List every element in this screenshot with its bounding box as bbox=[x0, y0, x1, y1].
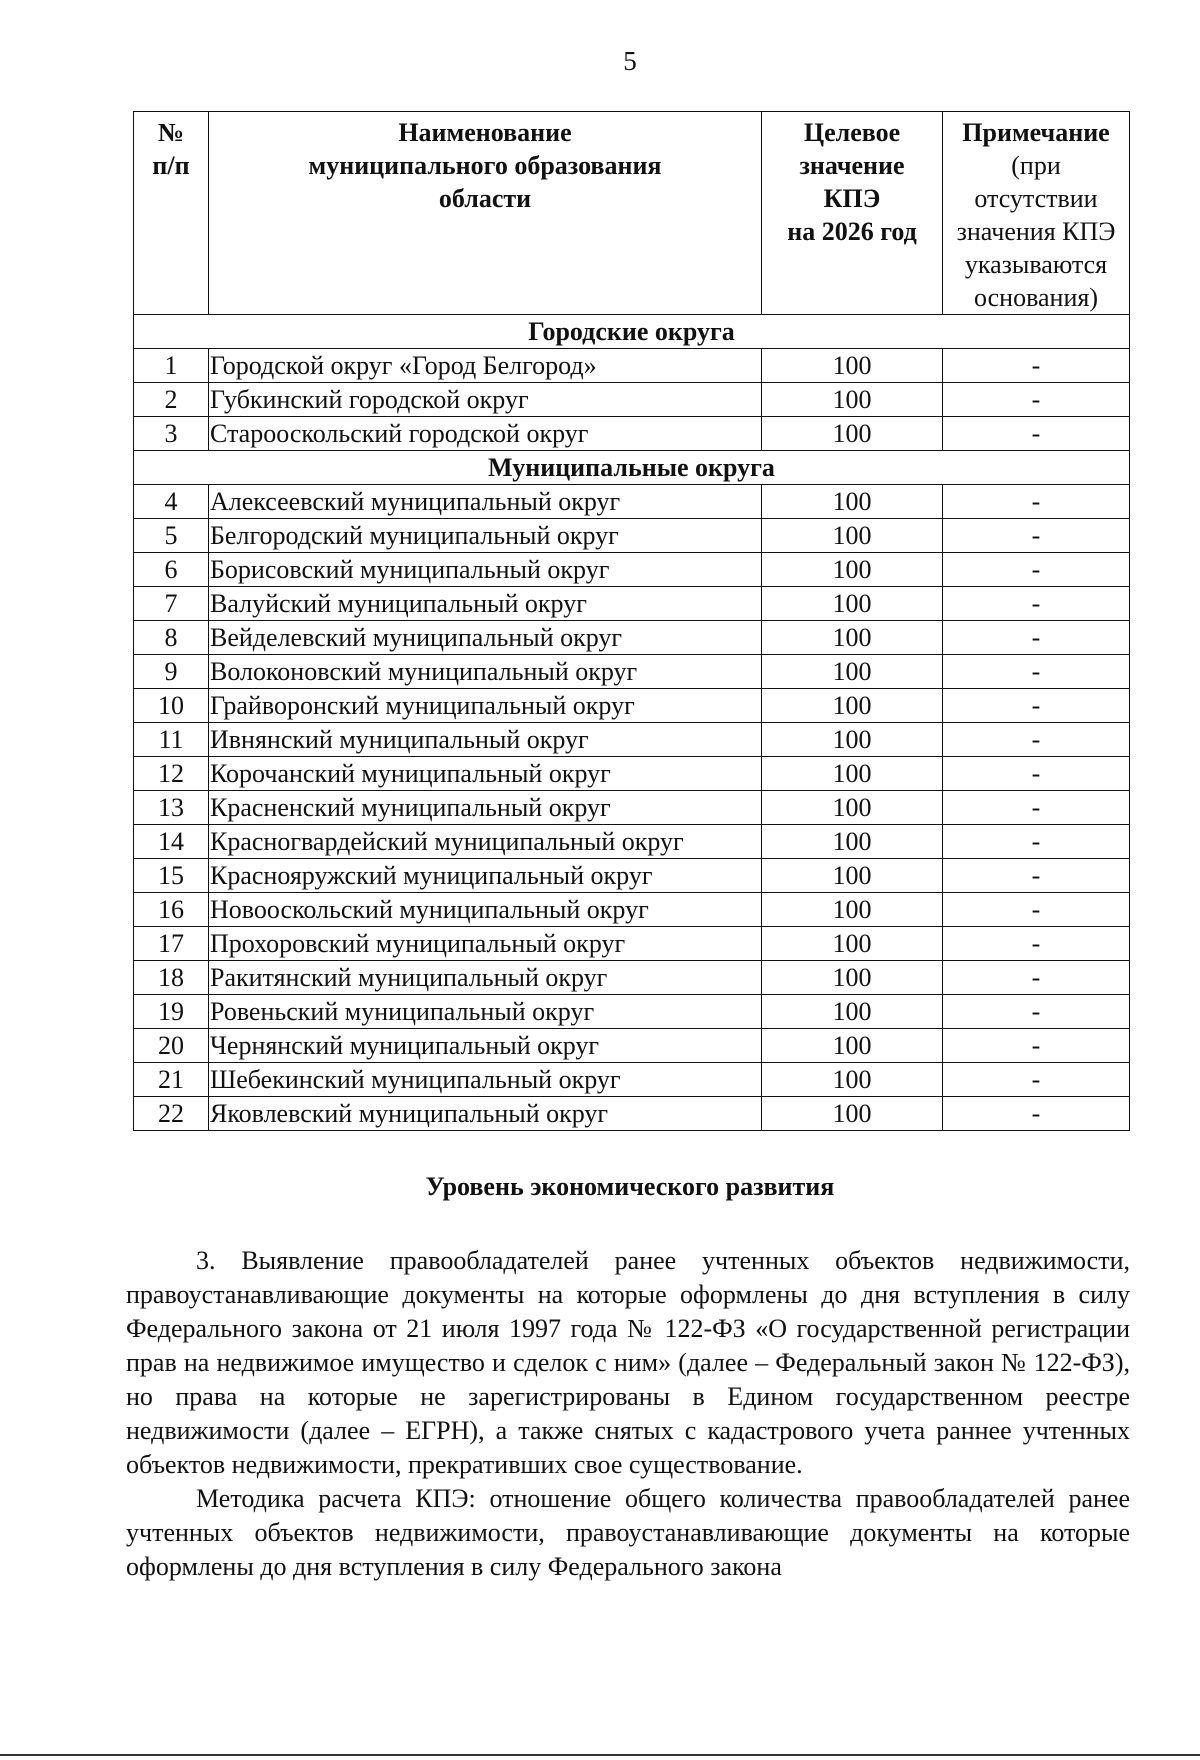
header-num-line: № bbox=[157, 118, 185, 147]
row-note: - bbox=[943, 553, 1130, 587]
body-text bbox=[126, 1244, 1130, 1584]
paragraph: Методика расчета КПЭ: отношение общего количества правообладателей ранее учтенных объектов недвижимости, правоустанавливающие документы на которые оформлены до дня вступления в силу Федерального закона bbox=[126, 1484, 1130, 1581]
table-row bbox=[134, 485, 1130, 519]
table-row bbox=[134, 1029, 1130, 1063]
header-target-line: на 2026 год bbox=[787, 217, 917, 246]
row-num: 6 bbox=[134, 553, 209, 587]
row-name: Краснояружский муниципальный округ bbox=[209, 859, 762, 893]
row-value: 100 bbox=[762, 757, 943, 791]
table-header-row bbox=[134, 112, 1130, 315]
row-value: 100 bbox=[762, 621, 943, 655]
paragraph: 3. Выявление правообладателей ранее учтенных объектов недвижимости, правоустанавливающие документы на которые оформлены до дня вступления в силу Федерального закона от 21 июля 1997 года № 122-ФЗ «О государственной регистрации прав на недвижимое имущество и сделок с ним» (далее – Федеральный закон № 122-ФЗ), но права на которые не зарегистрированы в Едином государственном реестре недвижимости (далее – ЕГРН), а также снятых с кадастрового учета раннее учтенных объектов недвижимости, прекративших свое существование. bbox=[126, 1246, 1130, 1479]
header-num-line: п/п bbox=[152, 151, 190, 180]
row-value: 100 bbox=[762, 859, 943, 893]
row-num: 1 bbox=[134, 349, 209, 383]
header-target-line: значение bbox=[799, 151, 905, 180]
header-num bbox=[134, 112, 209, 315]
table-row bbox=[134, 349, 1130, 383]
row-value: 100 bbox=[762, 655, 943, 689]
row-num: 11 bbox=[134, 723, 209, 757]
row-name: Борисовский муниципальный округ bbox=[209, 553, 762, 587]
row-num: 20 bbox=[134, 1029, 209, 1063]
page-number: 5 bbox=[623, 46, 637, 76]
table-row bbox=[134, 1063, 1130, 1097]
row-name: Красненский муниципальный округ bbox=[209, 791, 762, 825]
table-row bbox=[134, 689, 1130, 723]
row-num: 19 bbox=[134, 995, 209, 1029]
row-note: - bbox=[943, 587, 1130, 621]
group-title: Городские округа bbox=[134, 315, 1130, 349]
row-note: - bbox=[943, 519, 1130, 553]
row-name: Чернянский муниципальный округ bbox=[209, 1029, 762, 1063]
header-name-line: Наименование bbox=[398, 118, 572, 147]
row-note: - bbox=[943, 1029, 1130, 1063]
table-row bbox=[134, 893, 1130, 927]
table-row bbox=[134, 655, 1130, 689]
row-value: 100 bbox=[762, 961, 943, 995]
group-row bbox=[134, 451, 1130, 485]
kpe-table bbox=[133, 111, 1130, 1131]
row-num: 2 bbox=[134, 383, 209, 417]
row-num: 7 bbox=[134, 587, 209, 621]
row-note: - bbox=[943, 655, 1130, 689]
header-note bbox=[943, 112, 1130, 315]
row-note: - bbox=[943, 417, 1130, 451]
row-note: - bbox=[943, 723, 1130, 757]
row-note: - bbox=[943, 961, 1130, 995]
header-note-line: указываются bbox=[964, 250, 1108, 279]
header-target-line: Целевое bbox=[803, 118, 901, 147]
row-name: Новооскольский муниципальный округ bbox=[209, 893, 762, 927]
group-row bbox=[134, 315, 1130, 349]
row-name: Белгородский муниципальный округ bbox=[209, 519, 762, 553]
row-num: 3 bbox=[134, 417, 209, 451]
row-name: Губкинский городской округ bbox=[209, 383, 762, 417]
row-note: - bbox=[943, 995, 1130, 1029]
row-value: 100 bbox=[762, 1029, 943, 1063]
row-value: 100 bbox=[762, 587, 943, 621]
table-body bbox=[134, 315, 1130, 1131]
row-name: Грайворонский муниципальный округ bbox=[209, 689, 762, 723]
row-value: 100 bbox=[762, 383, 943, 417]
table-row bbox=[134, 587, 1130, 621]
header-note-title: Примечание bbox=[962, 118, 1110, 147]
group-title: Муниципальные округа bbox=[134, 451, 1130, 485]
bottom-rule bbox=[0, 1754, 1200, 1756]
row-num: 10 bbox=[134, 689, 209, 723]
row-note: - bbox=[943, 1063, 1130, 1097]
table-row bbox=[134, 1097, 1130, 1131]
table-row bbox=[134, 621, 1130, 655]
row-num: 12 bbox=[134, 757, 209, 791]
row-num: 21 bbox=[134, 1063, 209, 1097]
row-note: - bbox=[943, 859, 1130, 893]
table-row bbox=[134, 383, 1130, 417]
row-value: 100 bbox=[762, 791, 943, 825]
row-num: 22 bbox=[134, 1097, 209, 1131]
row-value: 100 bbox=[762, 1063, 943, 1097]
row-note: - bbox=[943, 485, 1130, 519]
row-value: 100 bbox=[762, 519, 943, 553]
row-value: 100 bbox=[762, 553, 943, 587]
row-value: 100 bbox=[762, 995, 943, 1029]
table-row bbox=[134, 859, 1130, 893]
row-value: 100 bbox=[762, 1097, 943, 1131]
row-value: 100 bbox=[762, 689, 943, 723]
row-note: - bbox=[943, 1097, 1130, 1131]
table-row bbox=[134, 553, 1130, 587]
row-num: 5 bbox=[134, 519, 209, 553]
table-row bbox=[134, 791, 1130, 825]
table-row bbox=[134, 757, 1130, 791]
row-note: - bbox=[943, 791, 1130, 825]
row-name: Алексеевский муниципальный округ bbox=[209, 485, 762, 519]
header-name bbox=[209, 112, 762, 315]
row-num: 8 bbox=[134, 621, 209, 655]
row-name: Вейделевский муниципальный округ bbox=[209, 621, 762, 655]
row-name: Ровеньский муниципальный округ bbox=[209, 995, 762, 1029]
row-num: 17 bbox=[134, 927, 209, 961]
header-name-line: области bbox=[438, 184, 532, 213]
row-value: 100 bbox=[762, 825, 943, 859]
row-name: Волоконовский муниципальный округ bbox=[209, 655, 762, 689]
row-name: Корочанский муниципальный округ bbox=[209, 757, 762, 791]
table-row bbox=[134, 723, 1130, 757]
row-value: 100 bbox=[762, 349, 943, 383]
row-name: Старооскольский городской округ bbox=[209, 417, 762, 451]
row-value: 100 bbox=[762, 927, 943, 961]
row-num: 13 bbox=[134, 791, 209, 825]
row-name: Красногвардейский муниципальный округ bbox=[209, 825, 762, 859]
row-value: 100 bbox=[762, 723, 943, 757]
table-row bbox=[134, 417, 1130, 451]
row-name: Ракитянский муниципальный округ bbox=[209, 961, 762, 995]
row-num: 4 bbox=[134, 485, 209, 519]
row-note: - bbox=[943, 757, 1130, 791]
table-row bbox=[134, 825, 1130, 859]
row-note: - bbox=[943, 621, 1130, 655]
row-value: 100 bbox=[762, 893, 943, 927]
row-name: Шебекинский муниципальный округ bbox=[209, 1063, 762, 1097]
row-name: Валуйский муниципальный округ bbox=[209, 587, 762, 621]
row-name: Яковлевский муниципальный округ bbox=[209, 1097, 762, 1131]
row-note: - bbox=[943, 927, 1130, 961]
header-target-line: КПЭ bbox=[823, 184, 881, 213]
table-row bbox=[134, 519, 1130, 553]
row-note: - bbox=[943, 383, 1130, 417]
row-name: Городской округ «Город Белгород» bbox=[209, 349, 762, 383]
header-note-line: отсутствии bbox=[974, 184, 1098, 213]
row-num: 15 bbox=[134, 859, 209, 893]
header-note-line: значения КПЭ bbox=[956, 217, 1116, 246]
header-note-line: (при bbox=[1011, 151, 1061, 180]
row-note: - bbox=[943, 689, 1130, 723]
table-row bbox=[134, 961, 1130, 995]
header-note-line: основания) bbox=[973, 283, 1099, 312]
row-note: - bbox=[943, 893, 1130, 927]
row-num: 14 bbox=[134, 825, 209, 859]
header-name-line: муниципального образования bbox=[308, 151, 662, 180]
row-value: 100 bbox=[762, 417, 943, 451]
row-num: 9 bbox=[134, 655, 209, 689]
row-name: Ивнянский муниципальный округ bbox=[209, 723, 762, 757]
row-value: 100 bbox=[762, 485, 943, 519]
row-name: Прохоровский муниципальный округ bbox=[209, 927, 762, 961]
row-num: 18 bbox=[134, 961, 209, 995]
section-heading: Уровень экономического развития bbox=[425, 1172, 835, 1201]
row-num: 16 bbox=[134, 893, 209, 927]
header-target bbox=[762, 112, 943, 315]
table-row bbox=[134, 995, 1130, 1029]
row-note: - bbox=[943, 825, 1130, 859]
row-note: - bbox=[943, 349, 1130, 383]
table-row bbox=[134, 927, 1130, 961]
